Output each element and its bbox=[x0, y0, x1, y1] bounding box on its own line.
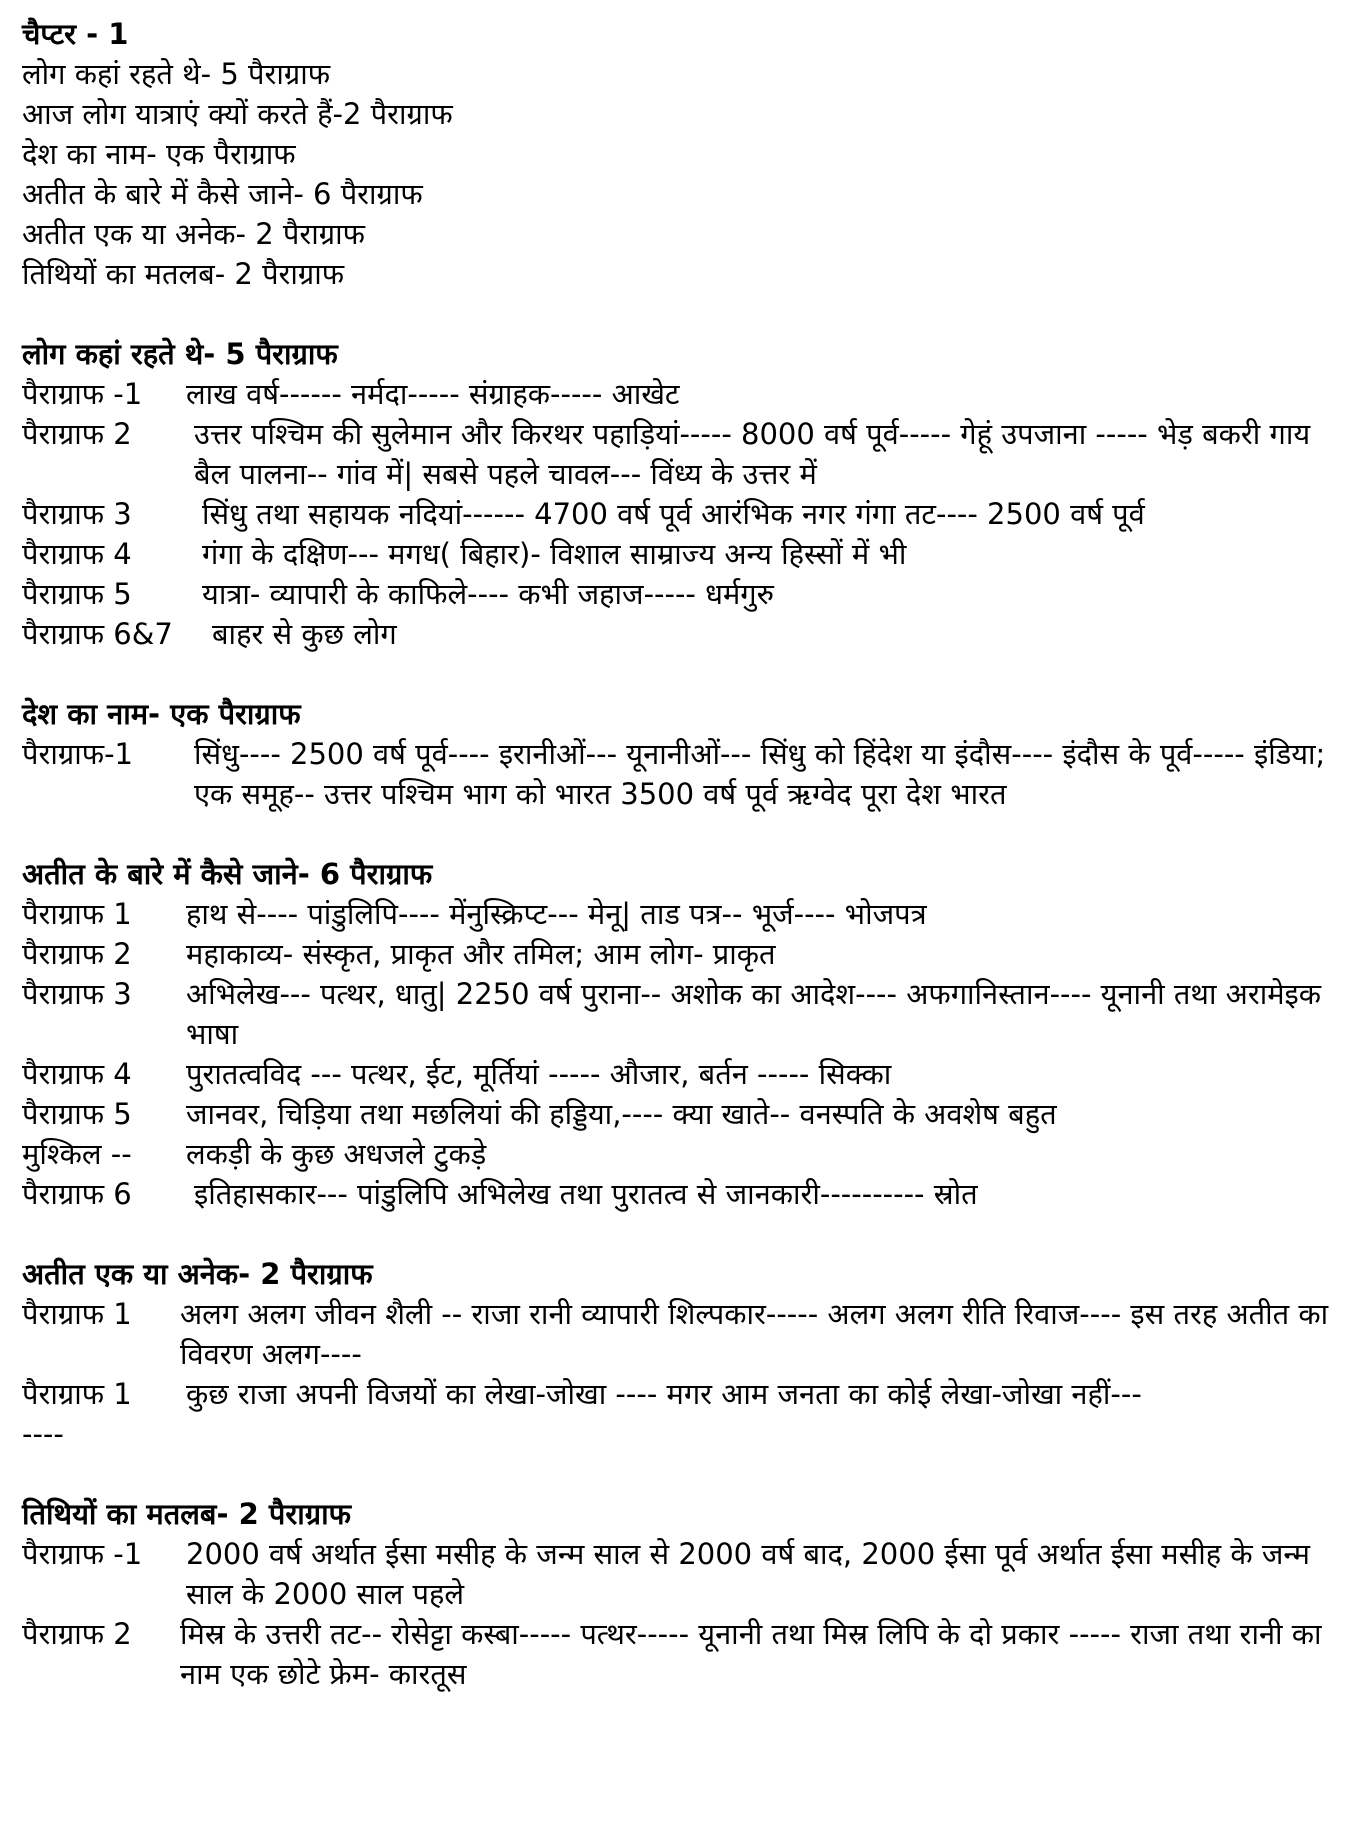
paragraph-label: पैराग्राफ 5 bbox=[22, 1097, 132, 1131]
paragraph-note bbox=[22, 1534, 1350, 1614]
paragraph-label: पैराग्राफ 2 bbox=[22, 417, 132, 451]
section-heading: अतीत के बारे में कैसे जाने- 6 पैराग्राफ bbox=[22, 857, 433, 891]
paragraph-label: ---- bbox=[22, 1417, 64, 1451]
paragraph-note bbox=[22, 1054, 1350, 1094]
paragraph-text: लाख वर्ष------ नर्मदा----- संग्राहक----- आखेट bbox=[186, 377, 680, 411]
paragraph-label: पैराग्राफ 6&7 bbox=[22, 617, 173, 651]
paragraph-label: पैराग्राफ 1 bbox=[22, 1377, 132, 1411]
paragraph-text: मिस्र के उत्तरी तट-- रोसेट्टा कस्बा----- पत्थर----- यूनानी तथा मिस्र लिपि के दो प्रकार ----- राजा तथा रानी का नाम एक छोटे फ्रेम- कारतूस bbox=[180, 1617, 1322, 1691]
paragraph-note bbox=[22, 734, 1350, 814]
paragraph-note bbox=[22, 1294, 1350, 1374]
section-where-people-lived bbox=[22, 334, 1350, 654]
paragraph-note bbox=[22, 534, 1350, 574]
paragraph-label: पैराग्राफ 2 bbox=[22, 1617, 132, 1651]
toc-line: आज लोग यात्राएं क्यों करते हैं-2 पैराग्राफ bbox=[22, 97, 453, 131]
toc-line: अतीत एक या अनेक- 2 पैराग्राफ bbox=[22, 217, 365, 251]
paragraph-text: कुछ राजा अपनी विजयों का लेखा-जोखा ---- मगर आम जनता का कोई लेखा-जोखा नहीं--- bbox=[186, 1377, 1142, 1411]
chapter-title: चैप्टर - 1 bbox=[22, 17, 129, 51]
paragraph-text: जानवर, चिड़िया तथा मछलियां की हड्डिया,---- क्या खाते-- वनस्पति के अवशेष बहुत bbox=[186, 1097, 1057, 1131]
section-heading: देश का नाम- एक पैराग्राफ bbox=[22, 697, 301, 731]
section-knowing-the-past bbox=[22, 854, 1350, 1214]
paragraph-text: अलग अलग जीवन शैली -- राजा रानी व्यापारी शिल्पकार----- अलग अलग रीति रिवाज---- इस तरह अतीत का विवरण अलग---- bbox=[180, 1297, 1329, 1371]
paragraph-text: इतिहासकार--- पांडुलिपि अभिलेख तथा पुरातत्व से जानकारी---------- स्रोत bbox=[194, 1177, 978, 1211]
paragraph-text: 2000 वर्ष अर्थात ईसा मसीह के जन्म साल से 2000 वर्ष बाद, 2000 ईसा पूर्व अर्थात ईसा मसीह के जन्म साल के 2000 साल पहले bbox=[186, 1537, 1310, 1611]
paragraph-label: पैराग्राफ 1 bbox=[22, 1297, 132, 1331]
paragraph-label: पैराग्राफ 4 bbox=[22, 537, 132, 571]
paragraph-text: गंगा के दक्षिण--- मगध( बिहार)- विशाल साम्राज्य अन्य हिस्सों में भी bbox=[202, 537, 907, 571]
paragraph-label: पैराग्राफ -1 bbox=[22, 1537, 143, 1571]
toc-line: लोग कहां रहते थे- 5 पैराग्राफ bbox=[22, 57, 331, 91]
paragraph-note bbox=[22, 614, 1350, 654]
paragraph-label: मुश्किल -- bbox=[22, 1137, 132, 1171]
paragraph-note bbox=[22, 974, 1350, 1054]
paragraph-note bbox=[22, 414, 1350, 494]
paragraph-text: यात्रा- व्यापारी के काफिले---- कभी जहाज----- धर्मगुरु bbox=[202, 577, 774, 611]
paragraph-note bbox=[22, 1614, 1350, 1694]
paragraph-text: महाकाव्य- संस्कृत, प्राकृत और तमिल; आम लोग- प्राकृत bbox=[186, 937, 776, 971]
section-heading: अतीत एक या अनेक- 2 पैराग्राफ bbox=[22, 1257, 373, 1291]
paragraph-label: पैराग्राफ 2 bbox=[22, 937, 132, 971]
paragraph-note bbox=[22, 1094, 1350, 1134]
paragraph-note bbox=[22, 574, 1350, 614]
section-past-one-or-many bbox=[22, 1254, 1350, 1454]
paragraph-label: पैराग्राफ-1 bbox=[22, 737, 133, 771]
section-country-name bbox=[22, 694, 1350, 814]
paragraph-text: हाथ से---- पांडुलिपि---- मेंनुस्क्रिप्ट--- मेनू| ताड पत्र-- भूर्ज---- भोजपत्र bbox=[186, 897, 927, 931]
paragraph-note bbox=[22, 1414, 1350, 1454]
section-heading: लोग कहां रहते थे- 5 पैराग्राफ bbox=[22, 337, 338, 371]
paragraph-note bbox=[22, 1134, 1350, 1174]
paragraph-text: सिंधु---- 2500 वर्ष पूर्व---- इरानीओं--- यूनानीओं--- सिंधु को हिंदेश या इंदौस---- इंदौस के पूर्व----- इंडिया; एक समूह-- उत्तर पश्चिम भाग को भारत 3500 वर्ष पूर्व ऋग्वेद पूरा देश भारत bbox=[194, 737, 1326, 811]
paragraph-note bbox=[22, 494, 1350, 534]
paragraph-text: उत्तर पश्चिम की सुलेमान और किरथर पहाड़ियां----- 8000 वर्ष पूर्व----- गेहूं उपजाना ----- भेड़ बकरी गाय बैल पालना-- गांव में| सबसे पहले चावल--- विंध्य के उत्तर में bbox=[194, 417, 1311, 491]
toc-line: देश का नाम- एक पैराग्राफ bbox=[22, 137, 296, 171]
paragraph-label: पैराग्राफ -1 bbox=[22, 377, 143, 411]
paragraph-note bbox=[22, 894, 1350, 934]
paragraph-text: सिंधु तथा सहायक नदियां------ 4700 वर्ष पूर्व आरंभिक नगर गंगा तट---- 2500 वर्ष पूर्व bbox=[202, 497, 1145, 531]
toc-line: अतीत के बारे में कैसे जाने- 6 पैराग्राफ bbox=[22, 177, 423, 211]
section-heading: तिथियों का मतलब- 2 पैराग्राफ bbox=[22, 1497, 351, 1531]
paragraph-text: बाहर से कुछ लोग bbox=[212, 617, 397, 651]
paragraph-label: पैराग्राफ 1 bbox=[22, 897, 132, 931]
paragraph-note bbox=[22, 1374, 1350, 1414]
paragraph-label: पैराग्राफ 4 bbox=[22, 1057, 132, 1091]
paragraph-label: पैराग्राफ 3 bbox=[22, 497, 132, 531]
paragraph-text: पुरातत्वविद --- पत्थर, ईट, मूर्तियां ----- औजार, बर्तन ----- सिक्का bbox=[186, 1057, 892, 1091]
paragraph-label: पैराग्राफ 6 bbox=[22, 1177, 132, 1211]
toc-line: तिथियों का मतलब- 2 पैराग्राफ bbox=[22, 257, 345, 291]
section-meaning-of-dates bbox=[22, 1494, 1350, 1694]
paragraph-text: अभिलेख--- पत्थर, धातु| 2250 वर्ष पुराना-- अशोक का आदेश---- अफगानिस्तान---- यूनानी तथा अरामेइक भाषा bbox=[186, 977, 1322, 1051]
chapter-toc bbox=[22, 54, 1350, 294]
paragraph-note bbox=[22, 934, 1350, 974]
paragraph-note bbox=[22, 1174, 1350, 1214]
paragraph-note bbox=[22, 374, 1350, 414]
paragraph-label: पैराग्राफ 3 bbox=[22, 977, 132, 1011]
paragraph-label: पैराग्राफ 5 bbox=[22, 577, 132, 611]
paragraph-text: लकड़ी के कुछ अधजले टुकड़े bbox=[186, 1137, 487, 1171]
